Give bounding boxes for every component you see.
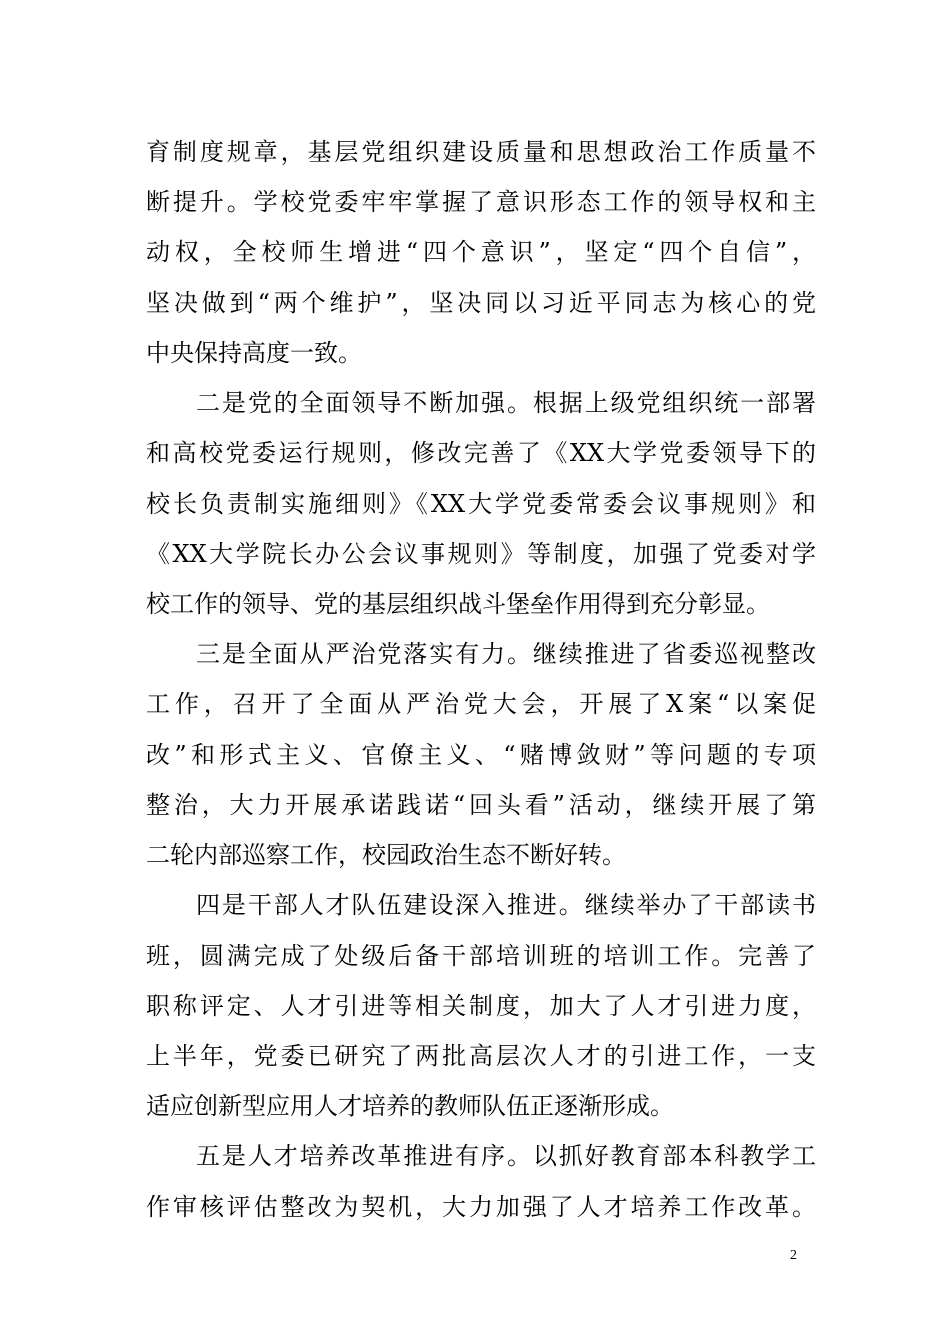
text-line: 适应创新型应用人才培养的教师队伍正逐渐形成。 <box>146 1092 674 1120</box>
text-line: 动权，全校师生增进“四个意识”，坚定“四个自信”， <box>146 238 816 266</box>
text-line: 坚决做到“两个维护”，坚决同以习近平同志为核心的党 <box>146 289 816 317</box>
text-line: 断提升。学校党委牢牢掌握了意识形态工作的领导权和主 <box>146 188 816 216</box>
page-number: 2 <box>790 1248 797 1263</box>
paragraph-heading-line: 四是干部人才队伍建设深入推进。继续举办了干部读书 <box>196 891 816 919</box>
text-line: 校工作的领导、党的基层组织战斗堡垒作用得到充分彰显。 <box>146 590 770 618</box>
text-line: 育制度规章，基层党组织建设质量和思想政治工作质量不 <box>146 138 816 166</box>
text-line: 职称评定、人才引进等相关制度，加大了人才引进力度， <box>146 992 816 1020</box>
text-line: 校长负责制实施细则》《XX大学党委常委会议事规则》和 <box>146 490 816 518</box>
text-line: 和高校党委运行规则，修改完善了《XX大学党委领导下的 <box>146 439 816 467</box>
text-line: 工作，召开了全面从严治党大会，开展了X案“以案促 <box>146 690 816 718</box>
paragraph-heading-line: 二是党的全面领导不断加强。根据上级党组织统一部署 <box>196 389 816 417</box>
text-line: 作审核评估整改为契机，大力加强了人才培养工作改革。 <box>146 1193 816 1221</box>
text-line: 中央保持高度一致。 <box>146 339 362 367</box>
text-line: 改”和形式主义、官僚主义、“赌博敛财”等问题的专项 <box>146 741 816 769</box>
paragraph-heading-line: 五是人才培养改革推进有序。以抓好教育部本科教学工 <box>196 1142 816 1170</box>
text-line: 《XX大学院长办公会议事规则》等制度，加强了党委对学 <box>146 540 816 568</box>
text-line: 班，圆满完成了处级后备干部培训班的培训工作。完善了 <box>146 942 816 970</box>
paragraph-heading-line: 三是全面从严治党落实有力。继续推进了省委巡视整改 <box>196 640 816 668</box>
text-line: 整治，大力开展承诺践诺“回头看”活动，继续开展了第 <box>146 791 816 819</box>
text-line: 上半年，党委已研究了两批高层次人才的引进工作，一支 <box>146 1042 816 1070</box>
text-line: 二轮内部巡察工作，校园政治生态不断好转。 <box>146 841 626 869</box>
